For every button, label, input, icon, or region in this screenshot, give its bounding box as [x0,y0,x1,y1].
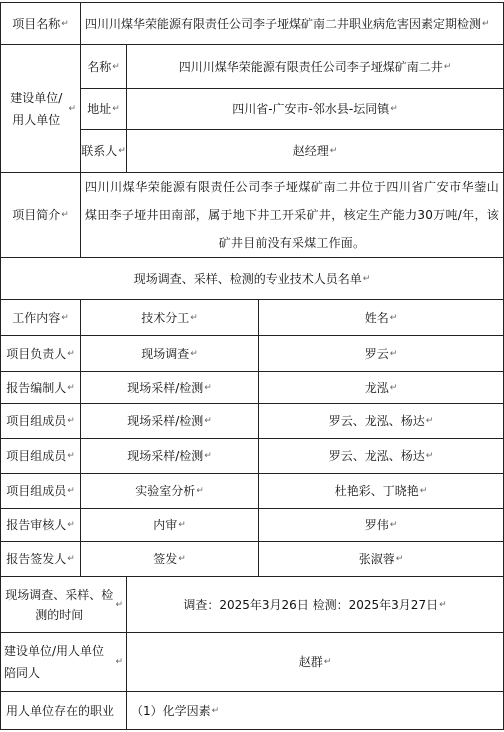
survey-time-label: 现场调查、采样、检测的时间 ↵ [1,577,126,632]
table-row-task: 实验室分析 ↵ [81,474,258,508]
table-row-task: 内审 ↵ [81,509,258,541]
table-row-role: 报告签发人 ↵ [1,542,80,576]
intro-text: 四川川煤华荣能源有限责任公司李子垭煤矿南二井位于四川省广安市华蓥山煤田李子垭井田南部，属于地下井工开采矿井，核定生产能力30万吨/年，该矿井目前没有采煤工作面。 [85,180,499,250]
table-row-role: 项目组成员 ↵ [1,404,80,438]
header-name: 姓名 ↵ [259,300,503,335]
survey-time-value: 调查：2025年3月26日 检测：2025年3月27日 ↵ [127,577,503,632]
table-row-task: 现场采样/检测 ↵ [81,404,258,438]
table-row-role: 项目组成员 ↵ [1,474,80,508]
employer-name-value: 四川川煤华荣能源有限责任公司李子垭煤矿南二井 ↵ [127,45,503,88]
employer-contact-value: 赵经理 ↵ [127,130,503,172]
table-row-names: 罗云 ↵ [259,336,503,371]
table-row-role: 报告编制人 ↵ [1,372,80,403]
table-row-names: 张淑蓉 ↵ [259,542,503,576]
table-row-task: 现场采样/检测 ↵ [81,439,258,473]
employer-contact-label: 联系人 ↵ [81,130,126,172]
table-row-names: 龙泓 ↵ [259,372,503,403]
header-technical-division: 技术分工 ↵ [81,300,258,335]
staff-list-title: 现场调查、采样、检测的专业技术人员名单 ↵ [1,258,503,299]
escort-value: 赵群 ↵ [127,633,503,691]
table-row-names: 罗云、龙泓、杨达 ↵ [259,404,503,438]
table-row-names: 罗云、龙泓、杨达 ↵ [259,439,503,473]
employer-label: 建设单位/用人单位 ↵ [1,45,80,172]
table-row-task: 签发 ↵ [81,542,258,576]
employer-address-label: 地址 ↵ [81,89,126,129]
table-row-role: 项目组成员 ↵ [1,439,80,473]
project-name-label: 项目名称 ↵ [1,3,80,44]
intro-label: 项目简介 ↵ [1,173,80,257]
table-row-role: 报告审核人 ↵ [1,509,80,541]
table-row-names: 杜艳彩、丁晓艳 ↵ [259,474,503,508]
employer-address-value: 四川省-广安市-邻水县-坛同镇 ↵ [127,89,503,129]
table-row-role: 项目负责人 ↵ [1,336,80,371]
hazards-value: （1）化学因素 ↵ [127,692,503,729]
table-row-task: 现场调查 ↵ [81,336,258,371]
escort-label: 建设单位/用人单位陪同人 ↵ [1,633,126,691]
table-row-names: 罗伟 ↵ [259,509,503,541]
header-work-content: 工作内容 ↵ [1,300,80,335]
hazards-label: 用人单位存在的职业 [6,703,115,718]
table-row-task: 现场采样/检测 ↵ [81,372,258,403]
employer-name-label: 名称 ↵ [81,45,126,88]
project-name-value: 四川川煤华荣能源有限责任公司李子垭煤矿南二井职业病危害因素定期检测 ↵ [81,3,503,44]
